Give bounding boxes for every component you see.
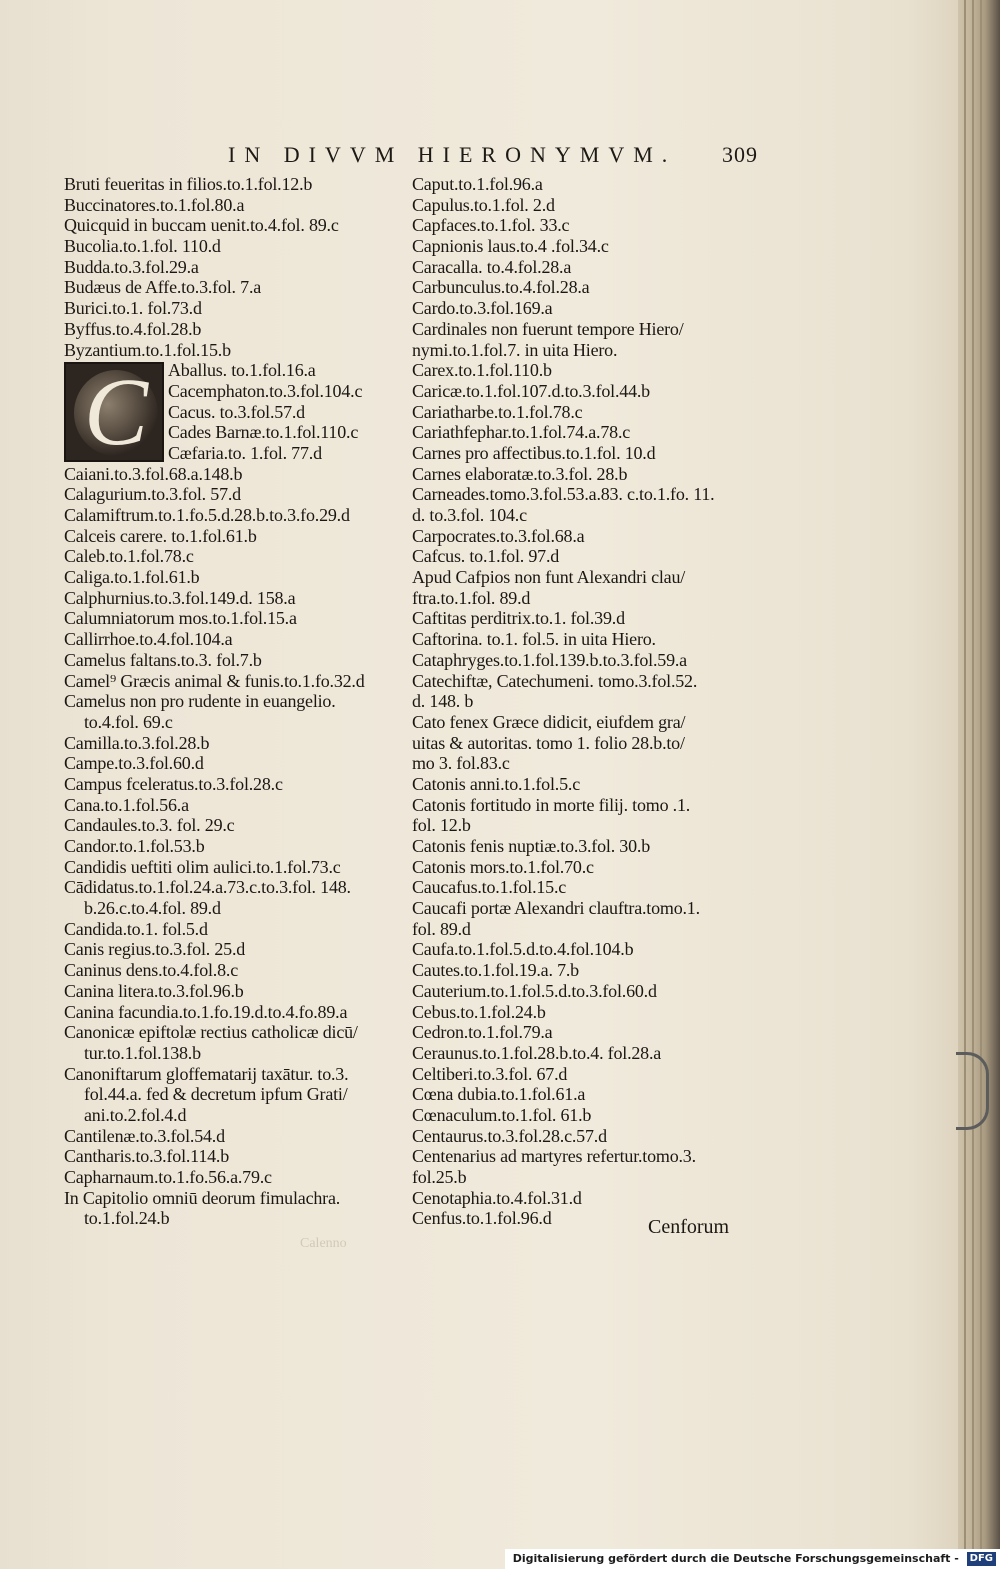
index-entry: Carex.to.1.fol.110.b (412, 360, 552, 381)
index-entry: Byzantium.to.1.fol.15.b (64, 339, 231, 360)
index-entry: Cauterium.to.1.fol.5.d.to.3.fol.60.d (412, 980, 657, 1001)
index-entry: Catonis anni.to.1.fol.5.c (412, 773, 580, 794)
index-entry: Cacus. to.3.fol.57.d (168, 401, 305, 422)
credit-text: Digitalisierung gefördert durch die Deutsche Forschungsgemeinschaft - (512, 1552, 959, 1565)
page-edge-line (972, 0, 974, 1569)
page-number: 309 (722, 142, 758, 167)
index-entry: Candida.to.1. fol.5.d (64, 918, 208, 939)
index-entry: Canonicæ epiftolæ rectius catholicæ dicū/ (64, 1022, 358, 1043)
index-entry: Camelus faltans.to.3. fol.7.b (64, 649, 262, 670)
index-entry: Caftitas perditrix.to.1. fol.39.d (412, 608, 625, 629)
index-entry: Capnionis laus.to.4 .fol.34.c (412, 236, 609, 257)
paper-clip (956, 1052, 989, 1130)
index-entry: Caiani.to.3.fol.68.a.148.b (64, 463, 243, 484)
index-entry: Canoniftarum gloffematarij taxātur. to.3. (64, 1063, 349, 1084)
index-entry: Cana.to.1.fol.56.a (64, 794, 189, 815)
index-entry: Carnes pro affectibus.to.1.fol. 10.d (412, 442, 656, 463)
index-entry: Cariatharbe.to.1.fol.78.c (412, 401, 583, 422)
index-entry: Canina facundia.to.1.fo.19.d.to.4.fo.89.a (64, 1001, 348, 1022)
index-entry: Caracalla. to.4.fol.28.a (412, 256, 572, 277)
index-entry: Cœnaculum.to.1.fol. 61.b (412, 1104, 592, 1125)
index-entry: Camilla.to.3.fol.28.b (64, 732, 210, 753)
index-entry: Ceraunus.to.1.fol.28.b.to.4. fol.28.a (412, 1042, 662, 1063)
index-entry: Cādidatus.to.1.fol.24.a.73.c.to.3.fol. 148. (64, 877, 351, 898)
index-entry: ftra.to.1.fol. 89.d (412, 587, 531, 608)
index-entry: Caucafi portæ Alexandri clauftra.tomo.1. (412, 898, 700, 919)
index-entry: Burici.to.1. fol.73.d (64, 298, 202, 319)
index-entry: d. 148. b (412, 691, 474, 712)
index-entry: Catonis mors.to.1.fol.70.c (412, 856, 594, 877)
index-entry: Callirrhoe.to.4.fol.104.a (64, 629, 233, 650)
index-entry: Cenfus.to.1.fol.96.d (412, 1208, 552, 1229)
index-entry: In Capitolio omniū deorum fimulachra. (64, 1187, 341, 1208)
index-entry: Catonis fortitudo in morte filij. tomo .1. (412, 794, 691, 815)
index-entry: d. to.3.fol. 104.c (412, 505, 527, 525)
index-entry: Campe.to.3.fol.60.d (64, 753, 204, 774)
index-entry: Cardinales non fuerunt tempore Hiero/ (412, 318, 684, 339)
index-entry: Calamiftrum.to.1.fo.5.d.28.b.to.3.fo.29.d (64, 505, 350, 525)
index-entry: to.4.fol. 69.c (84, 711, 173, 732)
index-entry: ani.to.2.fol.4.d (84, 1104, 187, 1125)
index-entry: Cedron.to.1.fol.79.a (412, 1022, 553, 1043)
index-entry: Camel⁹ Græcis animal & funis.to.1.fo.32.d (64, 670, 365, 691)
page-header (228, 142, 758, 174)
index-entry: Carnes elaboratæ.to.3.fol. 28.b (412, 463, 628, 484)
index-entry: Capulus.to.1.fol. 2.d (412, 194, 555, 215)
index-entry: fol.25.b (412, 1167, 467, 1187)
index-entry: Caput.to.1.fol.96.a (412, 174, 543, 194)
index-entry: Catechiftæ, Catechumeni. tomo.3.fol.52. (412, 670, 698, 691)
index-entry: Caftorina. to.1. fol.5. in uita Hiero. (412, 629, 656, 650)
index-entry: Bruti feueritas in filios.to.1.fol.12.b (64, 174, 313, 194)
index-entry: Calceis carere. to.1.fol.61.b (64, 525, 257, 546)
index-entry: Caucafus.to.1.fol.15.c (412, 877, 567, 898)
index-entry: Catonis fenis nuptiæ.to.3.fol. 30.b (412, 836, 650, 856)
index-entry: nymi.to.1.fol.7. in uita Hiero. (412, 339, 618, 360)
index-entry: Cardo.to.3.fol.169.a (412, 298, 553, 319)
index-entry: Calphurnius.to.3.fol.149.d. 158.a (64, 587, 296, 608)
index-entry: Cariathfephar.to.1.fol.74.a.78.c (412, 422, 631, 443)
index-entry: Canina litera.to.3.fol.96.b (64, 980, 244, 1001)
index-entry: Capharnaum.to.1.fo.56.a.79.c (64, 1167, 272, 1187)
index-entry: Cato fenex Græce didicit, eiufdem gra/ (412, 711, 686, 732)
index-entry: Apud Cafpios non funt Alexandri clau/ (412, 567, 686, 588)
index-entry: Candidis ueftiti olim aulici.to.1.fol.73.c (64, 856, 341, 877)
index-entry: Bucolia.to.1.fol. 110.d (64, 236, 221, 257)
index-entry: Cantharis.to.3.fol.114.b (64, 1146, 230, 1167)
index-entry: Buccinatores.to.1.fol.80.a (64, 194, 245, 215)
index-entry: Campus fceleratus.to.3.fol.28.c (64, 773, 283, 794)
index-entry: Budæus de Affe.to.3.fol. 7.a (64, 277, 262, 298)
index-entry: Cœna dubia.to.1.fol.61.a (412, 1084, 586, 1105)
index-entry: Cæfaria.to. 1.fol. 77.d (168, 442, 322, 463)
index-entry: Aballus. to.1.fol.16.a (168, 360, 316, 381)
index-entry: Cebus.to.1.fol.24.b (412, 1001, 546, 1022)
index-entry: Caliga.to.1.fol.61.b (64, 567, 200, 588)
index-entry: Cades Barnæ.to.1.fol.110.c (168, 422, 359, 443)
index-entry: Capfaces.to.1.fol. 33.c (412, 215, 570, 236)
index-entry: Cacemphaton.to.3.fol.104.c (168, 380, 363, 401)
index-entry: Caninus dens.to.4.fol.8.c (64, 960, 238, 981)
index-entry: Carbunculus.to.4.fol.28.a (412, 277, 590, 298)
index-entry: Carneades.tomo.3.fol.53.a.83. c.to.1.fo. 11. (412, 484, 715, 505)
dfg-logo-icon: DFG (967, 1552, 996, 1566)
index-entry: Celtiberi.to.3.fol. 67.d (412, 1063, 568, 1084)
index-entry: to.1.fol.24.b (84, 1208, 170, 1229)
index-entry: Camelus non pro rudente in euangelio. (64, 691, 336, 712)
index-entry: Caleb.to.1.fol.78.c (64, 546, 194, 567)
index-entry: fol. 12.b (412, 815, 471, 836)
index-column-right (412, 174, 762, 1229)
index-entry: Caricæ.to.1.fol.107.d.to.3.fol.44.b (412, 380, 650, 401)
page-edge-line (980, 0, 982, 1569)
page-edge-line (964, 0, 966, 1569)
bleed-through-text: Calenno (300, 1236, 347, 1251)
index-entry: Cataphryges.to.1.fol.139.b.to.3.fol.59.a (412, 649, 687, 670)
digitization-credit (505, 1549, 1000, 1569)
index-entry: Canis regius.to.3.fol. 25.d (64, 939, 246, 960)
index-entry: Carpocrates.to.3.fol.68.a (412, 525, 585, 546)
index-entry: b.26.c.to.4.fol. 89.d (84, 898, 221, 919)
index-entry: Caufa.to.1.fol.5.d.to.4.fol.104.b (412, 939, 634, 960)
index-entry: Candaules.to.3. fol. 29.c (64, 815, 235, 836)
index-entry: Cantilenæ.to.3.fol.54.d (64, 1125, 225, 1146)
initial-letter: C (83, 362, 149, 462)
index-entry: mo 3. fol.83.c (412, 753, 510, 774)
index-entry: fol.44.a. fed & decretum ipfum Grati/ (84, 1084, 348, 1105)
index-entry: Calagurium.to.3.fol. 57.d (64, 484, 241, 505)
index-entry: Candor.to.1.fol.53.b (64, 836, 205, 856)
index-entry: Budda.to.3.fol.29.a (64, 256, 199, 277)
index-entry: Cenotaphia.to.4.fol.31.d (412, 1187, 582, 1208)
page-edge (958, 0, 1000, 1569)
index-entry: tur.to.1.fol.138.b (84, 1042, 201, 1063)
index-entry: uitas & autoritas. tomo 1. folio 28.b.to/ (412, 732, 685, 753)
index-entry: Quicquid in buccam uenit.to.4.fol. 89.c (64, 215, 339, 236)
catchword: Cenforum (648, 1216, 730, 1238)
index-entry: Cautes.to.1.fol.19.a. 7.b (412, 960, 579, 981)
index-entry: fol. 89.d (412, 918, 471, 939)
index-entry: Byffus.to.4.fol.28.b (64, 318, 202, 339)
index-entry: Calumniatorum mos.to.1.fol.15.a (64, 608, 297, 629)
running-title: IN DIVVM HIERONYMVM. (228, 142, 677, 167)
index-entry: Centaurus.to.3.fol.28.c.57.d (412, 1125, 607, 1146)
index-entry: Cafcus. to.1.fol. 97.d (412, 546, 560, 567)
index-column-left (64, 174, 404, 1229)
index-entry: Centenarius ad martyres refertur.tomo.3. (412, 1146, 696, 1167)
